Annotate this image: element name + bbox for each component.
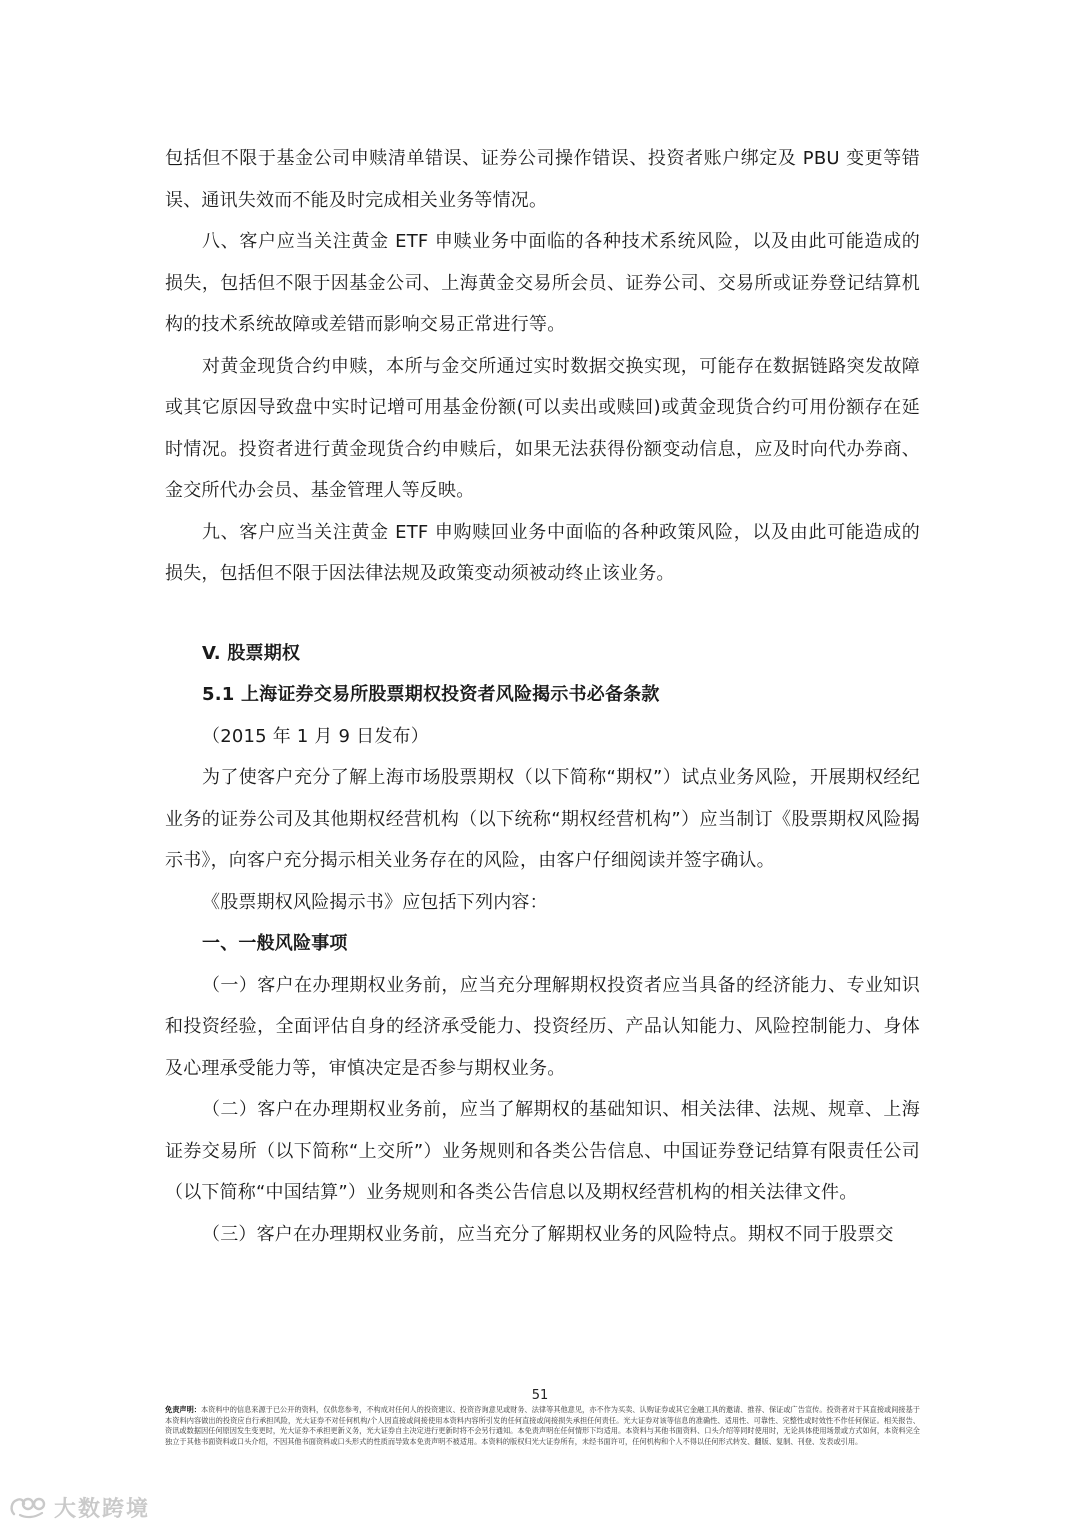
contents-line: 《股票期权风险揭示书》应包括下列内容： xyxy=(202,891,548,913)
page-body xyxy=(165,138,920,1255)
publish-date: （2015 年 1 月 9 日发布） xyxy=(202,725,429,747)
brand-logo-icon xyxy=(8,1494,48,1520)
paragraph-item-9: 九、客户应当关注黄金 ETF 申购赎回业务中面临的各种政策风险，以及由此可能造成的损失，包括但不限于因法律法规及政策变动须被动终止该业务。 xyxy=(165,521,920,584)
paragraph-item-8: 八、客户应当关注黄金 ETF 申赎业务中面临的各种技术系统风险，以及由此可能造成的损失，包括但不限于因基金公司、上海黄金交易所会员、证券公司、交易所或证券登记结算机构的技术系统故障或差错而影响交易正常进行等。 xyxy=(165,231,920,335)
watermark-text: 大数跨境 xyxy=(54,1496,151,1522)
watermark xyxy=(8,1492,150,1522)
paragraph-gold-spot: 对黄金现货合约申赎，本所与金交所通过实时数据交换实现，可能存在数据链路突发故障或其它原因导致盘中实时记增可用基金份额(可以卖出或赎回)或黄金现货合约可用份额存在延时情况。投资者进行黄金现货合约申赎后，如果无法获得份额变动信息，应及时向代办券商、金交所代办会员、基金管理人等反映。 xyxy=(165,355,920,501)
disclaimer-text: 本资料中的信息来源于已公开的资料，仅供您参考，不构成对任何人的投资建议、投资咨询意见或财务、法律等其他意见，亦不作为买卖、认购证券或其它金融工具的邀请、推荐、保证或广告宣传。投资者对于其直接或间接基于本资料内容做出的投资应自行承担风险，光大证券不对任何机构/个人因直接或间接使用本资料内容所引发的任何直接或间接损失承担任何责任。光大证券对该等信息的准确性、适用性、可靠性、完整性或时效性不作任何保证。相关报告、资讯或数据因任何原因发生变更时，光大证券不承担更新义务，光大证券自主决定进行更新时将不会另行通知。本免责声明在任何情形下均适用。本资料与其他书面资料、口头介绍等同时使用时，无论具体使用场景或方式如何，本资料完全独立于其他书面资料或口头介绍，不因其他书面资料或口头形式的性质而导致本免责声明不被适用。本资料的版权归光大证券所有，未经书面许可，任何机构和个人不得以任何形式转发、翻版、复制、刊登、发表或引用。 xyxy=(165,1405,920,1446)
intro-paragraph: 为了使客户充分了解上海市场股票期权（以下简称“期权”）试点业务风险，开展期权经纪业务的证券公司及其他期权经营机构（以下统称“期权经营机构”）应当制订《股票期权风险揭示书》，向客户充分揭示相关业务存在的风险，由客户仔细阅读并签字确认。 xyxy=(165,767,920,871)
section-title: V. 股票期权 xyxy=(202,642,301,664)
page-number: 51 xyxy=(531,1388,549,1403)
risk-item-1: （一）客户在办理期权业务前，应当充分理解期权投资者应当具备的经济能力、专业知识和投资经验，全面评估自身的经济承受能力、投资经历、产品认知能力、风险控制能力、身体及心理承受能力等，审慎决定是否参与期权业务。 xyxy=(165,974,920,1079)
paragraph-continued: 包括但不限于基金公司申赎清单错误、证券公司操作错误、投资者账户绑定及 PBU 变更等错误、通讯失效而不能及时完成相关业务等情况。 xyxy=(165,148,920,211)
subsection-title: 5.1 上海证券交易所股票期权投资者风险揭示书必备条款 xyxy=(202,684,660,705)
heading-general-risk: 一、一般风险事项 xyxy=(202,933,348,954)
disclaimer-label: 免责声明： xyxy=(165,1405,201,1414)
disclaimer xyxy=(165,1405,920,1447)
risk-item-2: （二）客户在办理期权业务前，应当了解期权的基础知识、相关法律、法规、规章、上海证券交易所（以下简称“上交所”）业务规则和各类公告信息、中国证券登记结算有限责任公司（以下简称“中国结算”）业务规则和各类公告信息以及期权经营机构的相关法律文件。 xyxy=(165,1099,920,1203)
risk-item-3: （三）客户在办理期权业务前，应当充分了解期权业务的风险特点。期权不同于股票交 xyxy=(202,1223,894,1245)
